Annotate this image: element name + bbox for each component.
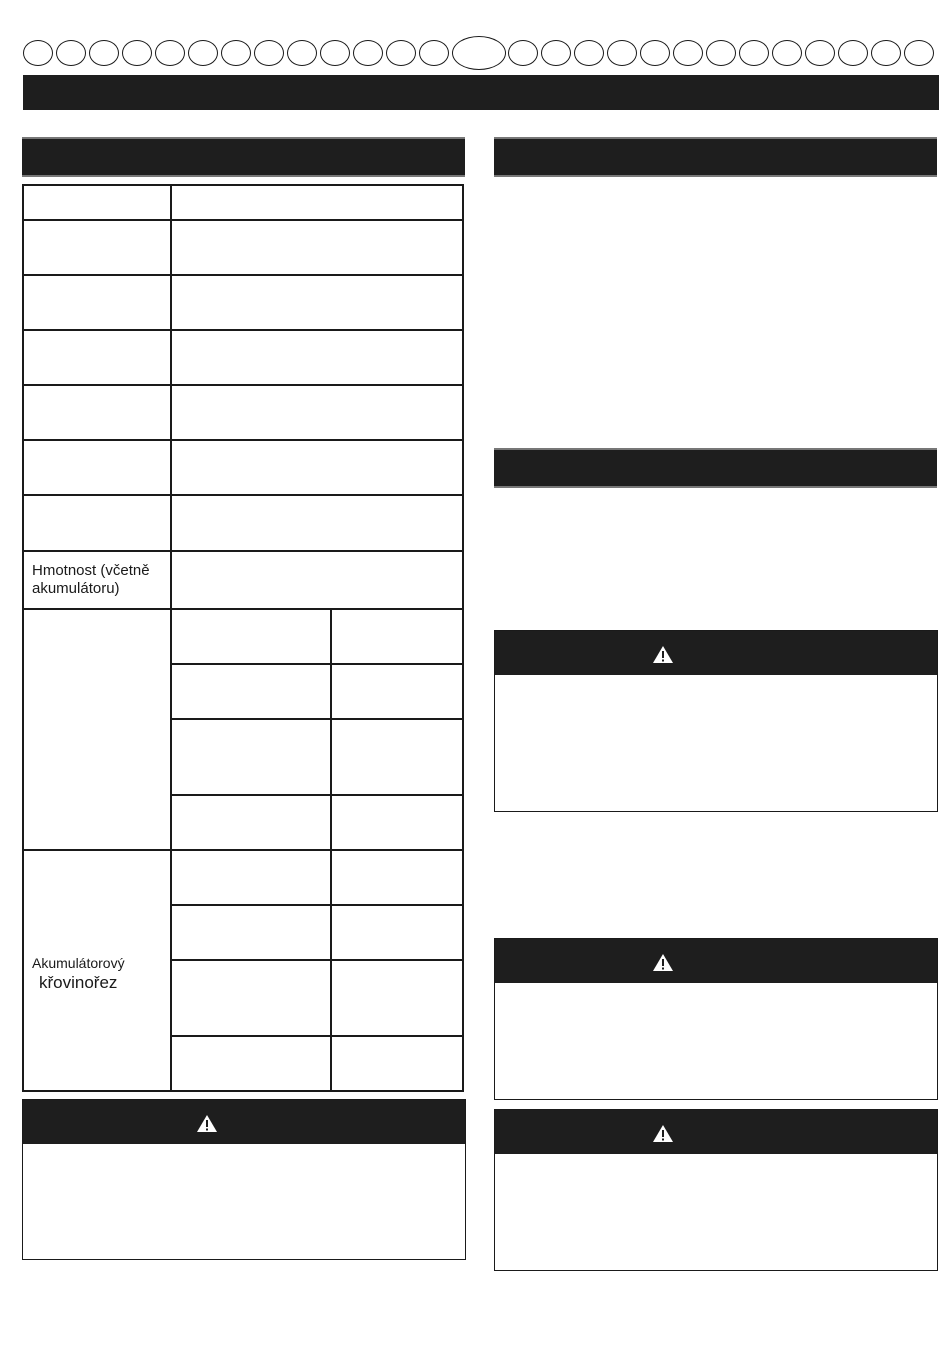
language-oval xyxy=(221,40,251,66)
page-title-bar xyxy=(23,75,939,110)
language-oval-active xyxy=(452,36,506,70)
language-oval xyxy=(508,40,538,66)
table-subrow-divider xyxy=(170,663,462,665)
warning-header xyxy=(495,939,937,983)
language-oval xyxy=(155,40,185,66)
table-row-divider xyxy=(24,494,462,496)
language-oval xyxy=(56,40,86,66)
section-header-right-1 xyxy=(494,137,937,177)
product-label-line2: křovinořez xyxy=(39,973,118,992)
table-subrow-divider xyxy=(170,718,462,720)
table-row-divider xyxy=(24,384,462,386)
language-oval xyxy=(805,40,835,66)
language-oval xyxy=(419,40,449,66)
table-row-divider xyxy=(24,849,462,851)
language-oval xyxy=(89,40,119,66)
language-oval xyxy=(254,40,284,66)
table-row-divider xyxy=(24,219,462,221)
language-oval xyxy=(871,40,901,66)
table-subrow-divider xyxy=(170,904,462,906)
table-subrow-divider xyxy=(170,1035,462,1037)
warning-triangle-icon xyxy=(652,953,674,972)
language-oval xyxy=(739,40,769,66)
warning-box-right-1 xyxy=(494,630,938,812)
language-oval xyxy=(838,40,868,66)
product-label-line1: Akumulátorový xyxy=(32,955,125,971)
language-oval xyxy=(23,40,53,66)
language-oval xyxy=(541,40,571,66)
specification-table xyxy=(22,184,464,1092)
table-row-divider xyxy=(24,608,462,610)
language-oval xyxy=(287,40,317,66)
language-oval xyxy=(188,40,218,66)
table-row-divider xyxy=(24,274,462,276)
language-oval xyxy=(122,40,152,66)
language-selector xyxy=(0,0,950,75)
warning-header xyxy=(495,631,937,675)
section-header-specifications xyxy=(22,137,465,177)
warning-triangle-icon xyxy=(196,1114,218,1133)
language-oval xyxy=(673,40,703,66)
warning-triangle-icon xyxy=(652,645,674,664)
warning-header xyxy=(23,1100,465,1144)
table-column-divider xyxy=(170,186,172,1090)
language-oval xyxy=(772,40,802,66)
table-row-divider xyxy=(24,439,462,441)
language-oval xyxy=(574,40,604,66)
language-oval xyxy=(640,40,670,66)
language-oval xyxy=(706,40,736,66)
language-oval xyxy=(320,40,350,66)
table-column-divider xyxy=(330,608,332,1090)
table-subrow-divider xyxy=(170,959,462,961)
warning-triangle-icon xyxy=(652,1124,674,1143)
table-row-divider xyxy=(24,329,462,331)
warning-box-right-3 xyxy=(494,1109,938,1271)
table-subrow-divider xyxy=(170,794,462,796)
warning-box-right-2 xyxy=(494,938,938,1100)
language-oval xyxy=(607,40,637,66)
table-row-divider xyxy=(24,550,462,552)
weight-label: Hmotnost (včetně akumulátoru) xyxy=(32,562,150,597)
language-oval xyxy=(904,40,934,66)
language-oval xyxy=(353,40,383,66)
language-oval xyxy=(386,40,416,66)
warning-box-left xyxy=(22,1099,466,1260)
section-header-right-2 xyxy=(494,448,937,488)
warning-header xyxy=(495,1110,937,1154)
